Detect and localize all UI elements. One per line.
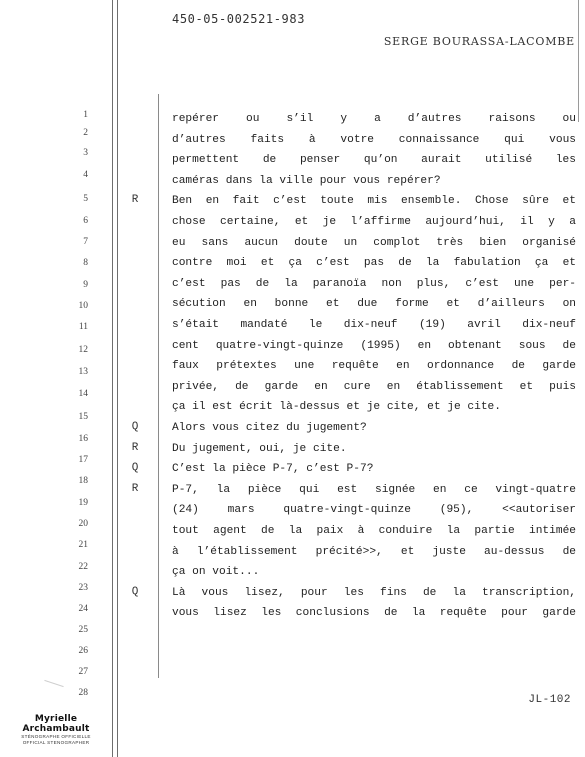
transcript-line — [0, 275, 585, 295]
transcript-line — [0, 460, 585, 486]
line-number: 4 — [83, 170, 88, 180]
line-text: privée, de garde en cure en établissement et puis — [172, 380, 576, 393]
transcript-line — [0, 501, 585, 529]
line-number: 19 — [78, 497, 88, 508]
line-number: 15 — [78, 411, 88, 422]
line-text: caméras dans la ville pour vous repérer? — [172, 174, 441, 187]
line-number: 24 — [78, 603, 88, 614]
stenographer-logo — [4, 714, 108, 745]
line-number: 10 — [78, 300, 88, 311]
line-number: 1 — [83, 110, 88, 120]
line-number: 11 — [78, 322, 88, 332]
line-number: 7 — [83, 236, 88, 247]
line-number: 18 — [78, 475, 88, 486]
transcript-line — [0, 543, 585, 572]
speaker-marker: Q — [131, 585, 139, 598]
transcript-line — [0, 234, 585, 254]
line-number: 2 — [83, 128, 88, 138]
transcript-line — [0, 419, 585, 444]
line-text: sécution en bonne et due forme et d’ailleurs on — [172, 298, 576, 311]
speaker-marker: R — [131, 194, 139, 207]
stenographer-title-fr: STÉNOGRAPHE OFFICIELLE — [21, 734, 91, 739]
transcript-line — [0, 337, 585, 357]
line-number: 21 — [78, 540, 88, 550]
line-text: faux prétextes une requête en ordonnance de garde — [172, 360, 576, 373]
line-number: 16 — [78, 434, 88, 444]
line-number: 27 — [78, 666, 88, 677]
line-text: d’autres faits à votre connaissance qui vous — [172, 133, 576, 146]
transcript-line — [0, 148, 585, 171]
transcript-line — [0, 172, 585, 192]
line-number: 14 — [78, 388, 88, 399]
line-text: eu sans aucun doute un complot très bien organisé — [172, 236, 576, 249]
transcript-line — [0, 666, 585, 698]
transcript-line — [0, 357, 585, 377]
stenographer-name: Myrielle Archambault — [22, 714, 90, 734]
transcript-line — [0, 481, 585, 508]
transcript-line — [0, 213, 585, 233]
line-text: à l’établissement précité>>, et juste au-dessus de — [172, 545, 576, 558]
line-text: Là vous lisez, pour les fins de la transcription, — [172, 586, 576, 599]
line-number: 22 — [78, 561, 88, 572]
line-text: C’est la pièce P-7, c’est P-7? — [172, 463, 374, 476]
speaker-marker: R — [131, 482, 139, 495]
line-text: (24) mars quatre-vingt-quinze (95), <<autoriser — [172, 504, 576, 517]
line-text: tout agent de la paix à conduire la partie intimée — [172, 525, 576, 537]
line-text: vous lisez les conclusions de la requête pour garde — [172, 607, 576, 620]
right-margin-rule — [578, 0, 579, 122]
line-text: Ben en fait c’est toute mis ensemble. Chose sûre et — [172, 195, 576, 208]
transcript-line — [0, 625, 585, 656]
document-number: 450-05-002521-983 — [172, 12, 306, 26]
line-text: cent quatre-vingt-quinze (1995) en obtenant sous de — [172, 339, 576, 352]
line-number: 12 — [78, 344, 88, 355]
page-code: JL-102 — [528, 694, 571, 706]
speaker-marker: R — [131, 441, 139, 454]
line-number: 8 — [83, 257, 88, 268]
line-number: 9 — [83, 279, 88, 290]
line-text: chose certaine, et je l’affirme aujourd’hui, il y a — [172, 216, 576, 228]
transcript-line — [0, 254, 585, 274]
speaker-marker: Q — [131, 462, 139, 475]
transcript-line — [0, 192, 585, 212]
transcript-line — [0, 110, 585, 130]
witness-name: SERGE BOURASSA-LACOMBE — [383, 35, 575, 48]
line-text: P-7, la pièce qui est signée en ce vingt-quatre — [172, 483, 576, 496]
line-number: 13 — [78, 366, 88, 377]
transcript-line — [0, 398, 585, 422]
transcript-line — [0, 522, 585, 550]
line-text: c’est pas de la paranoïa non plus, c’est une per- — [172, 277, 576, 290]
transcript-line — [0, 295, 585, 315]
line-text: ça il est écrit là-dessus et je cite, et je cite. — [172, 401, 501, 414]
line-text: Du jugement, oui, je cite. — [172, 442, 347, 455]
line-number: 17 — [78, 454, 88, 465]
line-text: repérer ou s’il y a d’autres raisons ou — [172, 113, 576, 125]
line-number: 26 — [78, 646, 88, 656]
transcript-line — [0, 646, 585, 677]
transcript-line — [0, 316, 585, 336]
transcript-line — [0, 604, 585, 635]
transcript-line — [0, 440, 585, 465]
transcript-line — [0, 378, 585, 398]
line-number: 3 — [83, 148, 88, 158]
line-number: 5 — [83, 193, 88, 204]
line-text: Alors vous citez du jugement? — [172, 422, 367, 434]
line-number: 20 — [78, 518, 88, 529]
speaker-marker: Q — [131, 421, 139, 433]
line-number: 28 — [78, 687, 88, 698]
line-text: ça on voit... — [172, 566, 260, 579]
line-number: 23 — [78, 582, 88, 593]
line-text: permettent de penser qu’on aurait utilisé les — [172, 154, 576, 167]
stenographer-title-en: OFFICIAL STENOGRAPHER — [22, 739, 90, 745]
line-text: contre moi et ça c’est pas de la fabulation ça et — [172, 257, 576, 270]
line-number: 25 — [78, 624, 88, 635]
line-text: s’était mandaté le dix-neuf (19) avril dix-neuf — [172, 319, 576, 331]
line-number: 6 — [83, 216, 88, 226]
